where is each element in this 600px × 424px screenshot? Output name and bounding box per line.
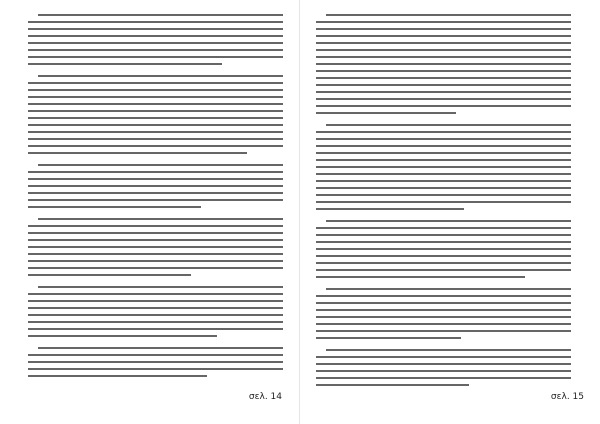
text-line [28,253,283,255]
text-line [316,112,456,114]
text-line [28,274,191,276]
text-line [28,328,283,330]
text-line [316,173,571,175]
left-page-number: σελ. 14 [248,392,282,402]
text-line [28,260,283,262]
text-line [316,187,571,189]
paragraph-gap [316,391,571,396]
text-line [316,356,571,358]
text-line [316,309,571,311]
text-line [316,159,571,161]
text-line [316,316,571,318]
text-line [28,110,283,112]
text-line [28,82,283,84]
text-line [28,199,283,201]
text-line [28,21,283,23]
text-line [326,220,571,222]
text-line [316,234,571,236]
text-line [316,262,571,264]
text-line [38,75,283,77]
text-line [316,21,571,23]
text-line [316,330,571,332]
text-line [38,218,283,220]
text-line [28,225,283,227]
text-line [316,56,571,58]
text-line [28,138,283,140]
text-line [28,246,283,248]
text-line [316,194,571,196]
text-line [28,239,283,241]
text-line [316,248,571,250]
text-line [316,105,571,107]
text-line [28,368,283,370]
text-line [316,370,571,372]
text-line [28,267,283,269]
text-line [28,131,283,133]
text-line [28,35,283,37]
text-line [326,14,571,16]
text-line [316,166,571,168]
text-line [316,295,571,297]
text-line [28,375,207,377]
text-line [28,293,283,295]
text-line [316,35,571,37]
text-line [316,201,571,203]
right-page-number: σελ. 15 [550,392,584,402]
text-line [316,227,571,229]
text-line [316,42,571,44]
text-line [38,14,283,16]
text-line [28,354,283,356]
text-line [326,349,571,351]
text-line [28,145,283,147]
right-page-body-text [316,14,571,396]
text-line [316,84,571,86]
text-line [316,145,571,147]
text-line [316,70,571,72]
text-line [38,347,283,349]
text-line [316,323,571,325]
text-line [28,232,283,234]
text-line [316,131,571,133]
text-line [28,178,283,180]
text-line [316,377,571,379]
text-line [316,384,469,386]
text-line [316,138,571,140]
text-line [316,98,571,100]
text-line [38,164,283,166]
text-line [316,255,571,257]
text-line [316,276,525,278]
text-line [316,208,464,210]
text-line [316,49,571,51]
text-line [316,77,571,79]
text-line [28,56,283,58]
text-line [316,269,571,271]
text-line [316,363,571,365]
text-line [316,91,571,93]
text-line [316,302,571,304]
text-line [28,171,283,173]
text-line [28,361,283,363]
text-line [326,124,571,126]
text-line [28,206,201,208]
text-line [38,286,283,288]
text-line [28,124,283,126]
text-line [316,241,571,243]
text-line [28,300,283,302]
text-line [28,103,283,105]
left-page-body-text [28,14,283,387]
text-line [316,63,571,65]
text-line [316,337,461,339]
text-line [28,117,283,119]
text-line [28,42,283,44]
text-line [28,63,222,65]
text-line [28,89,283,91]
paragraph-gap [28,382,283,387]
text-line [28,321,283,323]
text-line [28,185,283,187]
text-line [326,288,571,290]
text-line [316,180,571,182]
text-line [28,335,217,337]
right-page [300,0,600,424]
text-line [28,28,283,30]
text-line [316,152,571,154]
text-line [28,307,283,309]
text-line [316,28,571,30]
text-line [28,96,283,98]
text-line [28,152,247,154]
text-line [28,314,283,316]
text-line [28,192,283,194]
text-line [28,49,283,51]
